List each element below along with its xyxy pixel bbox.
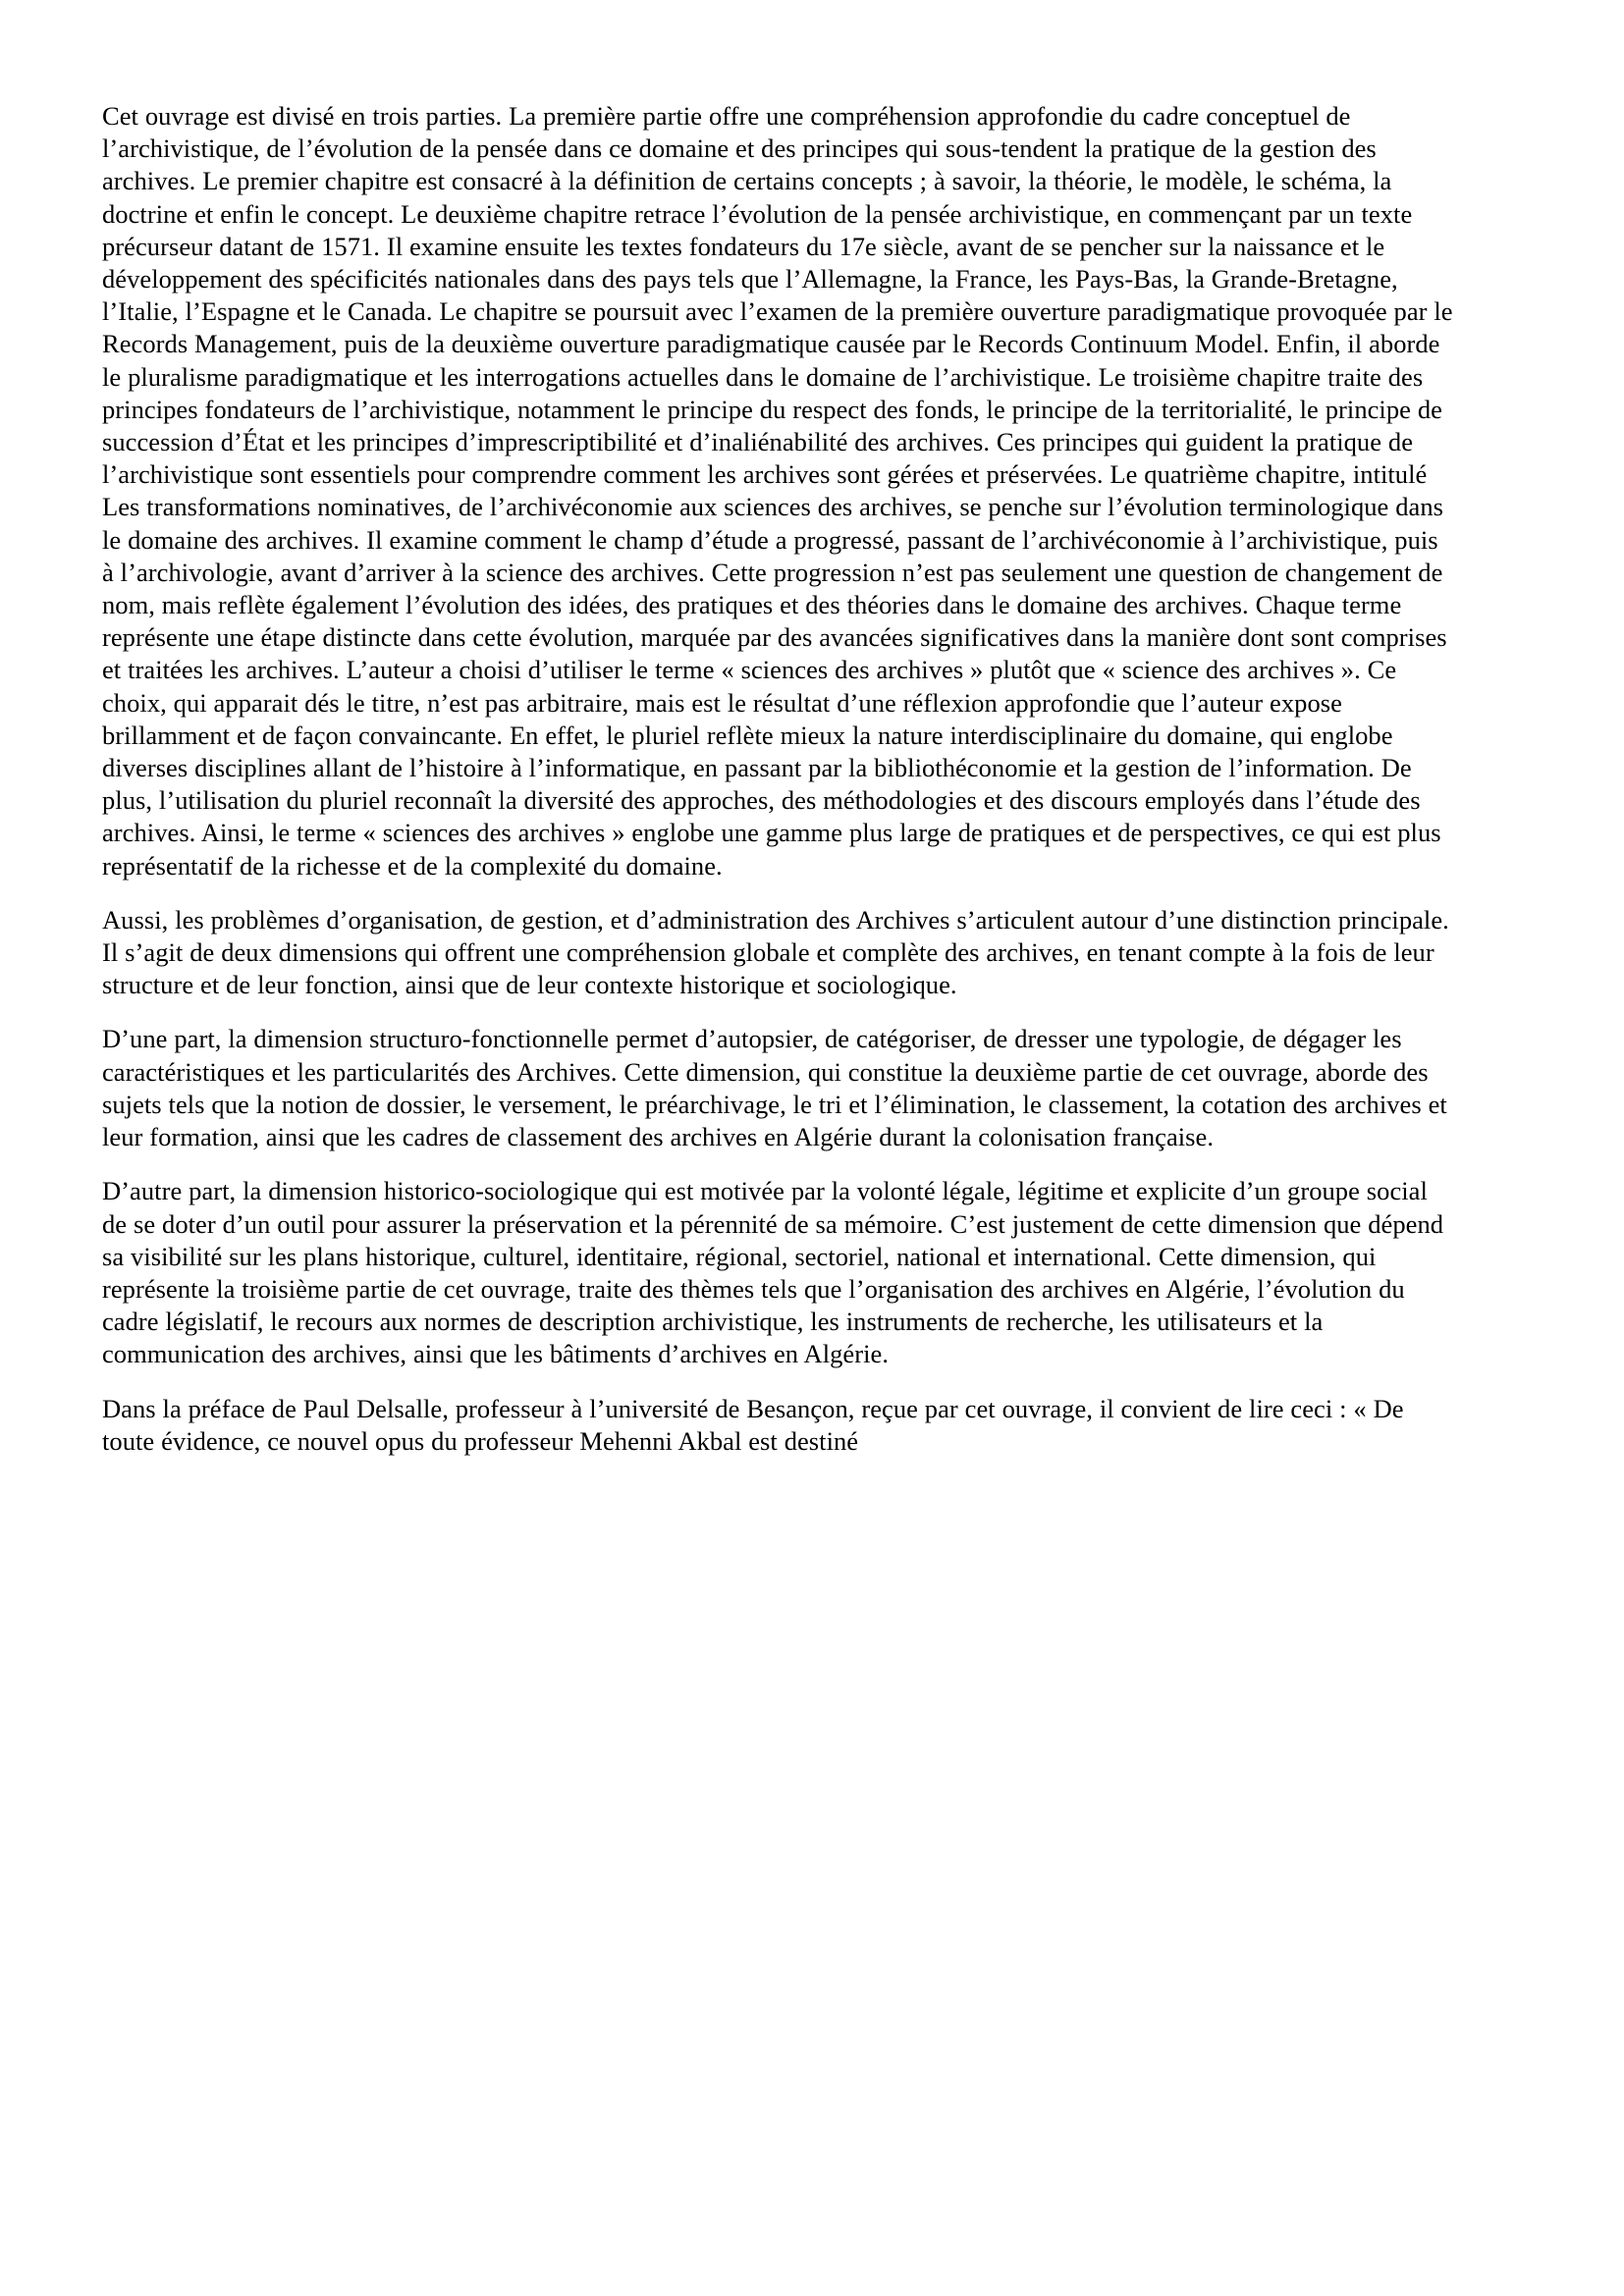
paragraph-4: D’autre part, la dimension historico-sociologique qui est motivée par la volonté légale, légitime et explicite d’un groupe social de se doter d’un outil pour assurer la préservation et la pérennité de sa mémoire. C’est justement de cette dimension que dépend sa visibilité sur les plans historique, culturel, identitaire, régional, sectoriel, national et international. Cette dimension, qui représente la troisième partie de cet ouvrage, traite des thèmes tels que l’organisation des archives en Algérie, l’évolution du cadre législatif, le recours aux normes de description archivistique, les instruments de recherche, les utilisateurs et la communication des archives, ainsi que les bâtiments d’archives en Algérie. [102, 1176, 1444, 1369]
paragraph-5: Dans la préface de Paul Delsalle, professeur à l’université de Besançon, reçue par cet ouvrage, il convient de lire ceci : « De toute évidence, ce nouvel opus du professeur Mehenni Akbal est destiné [102, 1393, 1404, 1456]
paragraph-2: Aussi, les problèmes d’organisation, de gestion, et d’administration des Archives s’articulent autour d’une distinction principale. Il s’agit de deux dimensions qui offrent une compréhension globale et complète des archives, en tenant compte à la fois de leur structure et de leur fonction, ainsi que de leur contexte historique et sociologique. [102, 904, 1449, 1000]
document-text-body [102, 100, 1455, 1458]
paragraph-3: D’une part, la dimension structuro-fonctionnelle permet d’autopsier, de catégoriser, de dresser une typologie, de dégager les caractéristiques et les particularités des Archives. Cette dimension, qui constitue la deuxième partie de cet ouvrage, aborde des sujets tels que la notion de dossier, le versement, le préarchivage, le tri et l’élimination, le classement, la cotation des archives et leur formation, ainsi que les cadres de classement des archives en Algérie durant la colonisation française. [102, 1024, 1447, 1152]
paragraph-1: Cet ouvrage est divisé en trois parties. La première partie offre une compréhension approfondie du cadre conceptuel de l’archivistique, de l’évolution de la pensée dans ce domaine et des principes qui sous-tendent la pratique de la gestion des archives. Le premier chapitre est consacré à la définition de certains concepts ; à savoir, la théorie, le modèle, le schéma, la doctrine et enfin le concept. Le deuxième chapitre retrace l’évolution de la pensée archivistique, en commençant par un texte précurseur datant de 1571. Il examine ensuite les textes fondateurs du 17e siècle, avant de se pencher sur la naissance et le développement des spécificités nationales dans des pays tels que l’Allemagne, la France, les Pays-Bas, la Grande-Bretagne, l’Italie, l’Espagne et le Canada. Le chapitre se poursuit avec l’examen de la première ouverture paradigmatique provoquée par le Records Management, puis de la deuxième ouverture paradigmatique causée par le Records Continuum Model. Enfin, il aborde le pluralisme paradigmatique et les interrogations actuelles dans le domaine de l’archivistique. Le troisième chapitre traite des principes fondateurs de l’archivistique, notamment le principe du respect des fonds, le principe de la territorialité, le principe de succession d’État et les principes d’imprescriptibilité et d’inaliénabilité des archives. Ces principes qui guident la pratique de l’archivistique sont essentiels pour comprendre comment les archives sont gérées et préservées. Le quatrième chapitre, intitulé Les transformations nominatives, de l’archivéconomie aux sciences des archives, se penche sur l’évolution terminologique dans le domaine des archives. Il examine comment le champ d’étude a progressé, passant de l’archivéconomie à l’archivistique, puis à l’archivologie, avant d’arriver à la science des archives. Cette progression n’est pas seulement une question de changement de nom, mais reflète également l’évolution des idées, des pratiques et des théories dans le domaine des archives. Chaque terme représente une étape distincte dans cette évolution, marquée par des avancées significatives dans la manière dont sont comprises et traitées les archives. L’auteur a choisi d’utiliser le terme « sciences des archives » plutôt que « science des archives ». Ce choix, qui apparait dés le titre, n’est pas arbitraire, mais est le résultat d’une réflexion approfondie que l’auteur expose brillamment et de façon convaincante. En effet, le pluriel reflète mieux la nature interdisciplinaire du domaine, qui englobe diverses disciplines allant de l’histoire à l’informatique, en passant par la bibliothéconomie et la gestion de l’information. De plus, l’utilisation du pluriel reconnaît la diversité des approches, des méthodologies et des discours employés dans l’étude des archives. Ainsi, le terme « sciences des archives » englobe une gamme plus large de pratiques et de perspectives, ce qui est plus représentatif de la richesse et de la complexité du domaine. [102, 101, 1453, 881]
